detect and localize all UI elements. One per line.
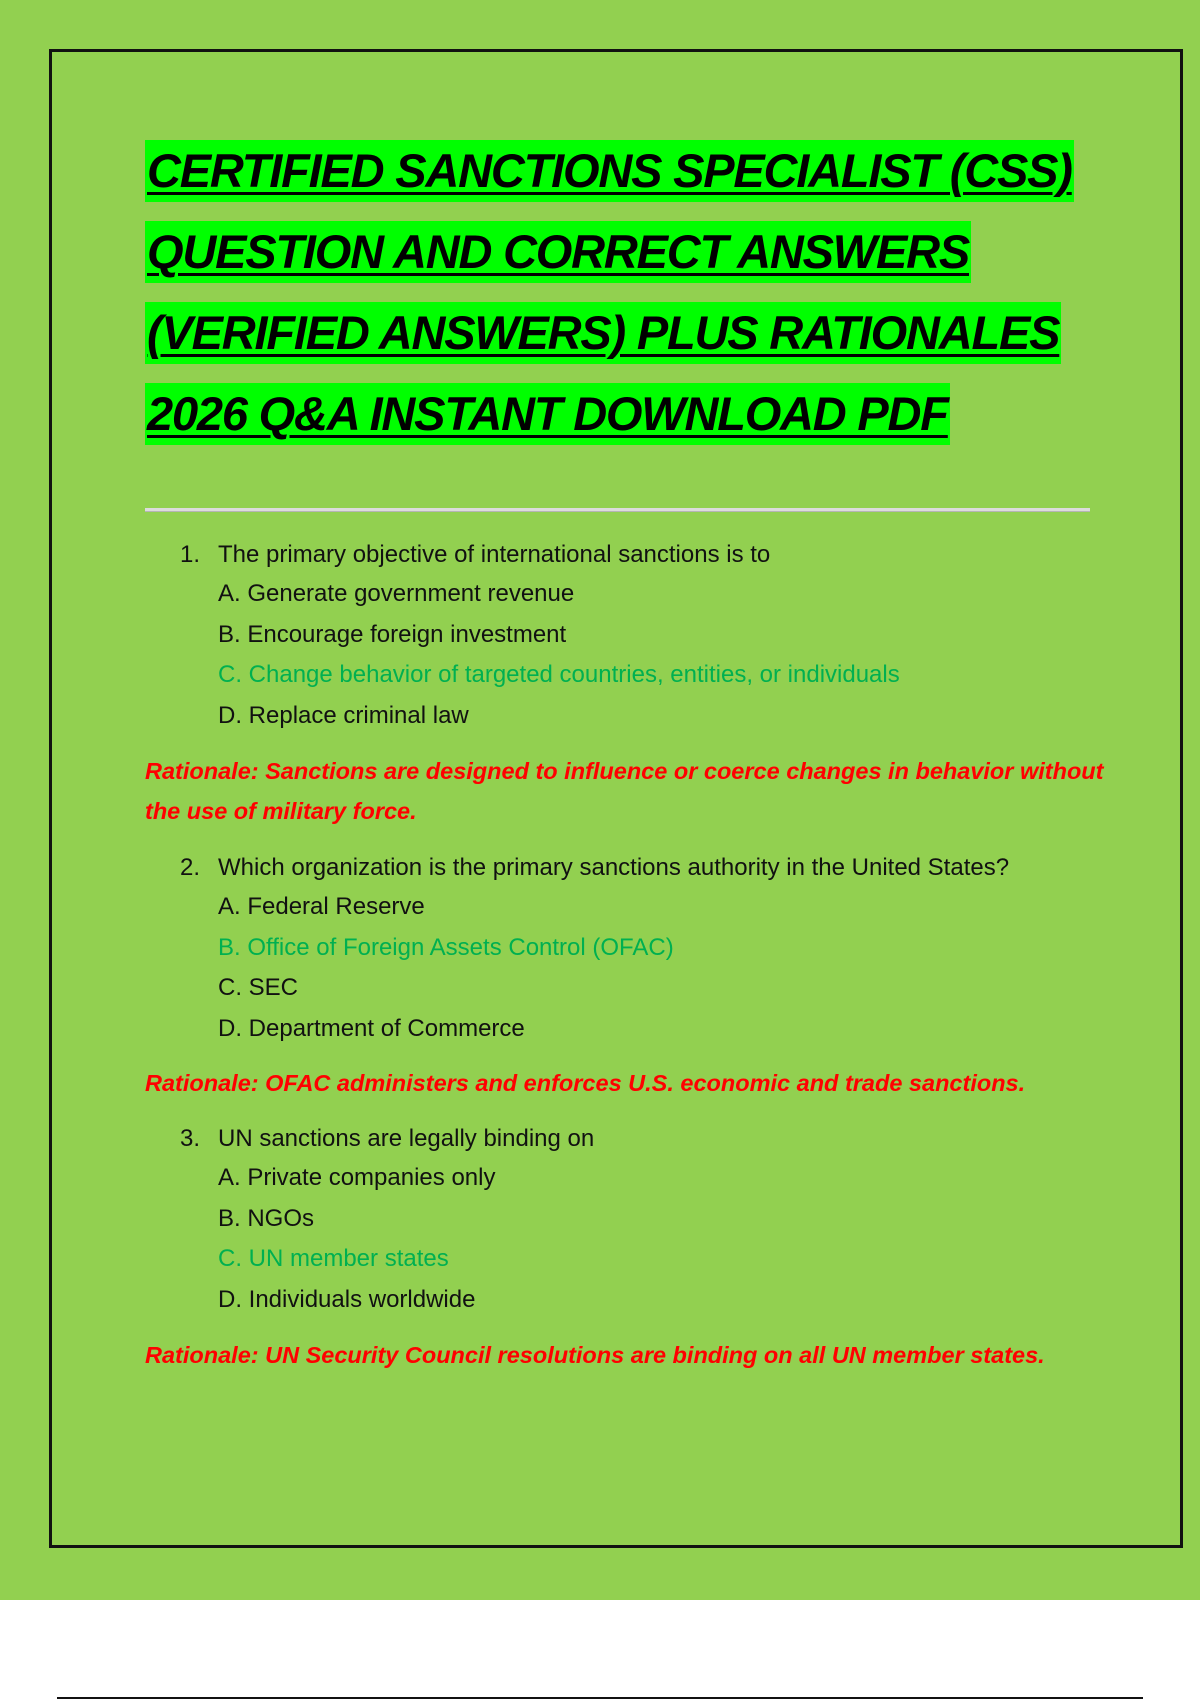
answer-option-b-correct: B. Office of Foreign Assets Control (OFAC) [218, 933, 674, 961]
question-stem [180, 849, 1100, 887]
title-line-2: QUESTION AND CORRECT ANSWERS [145, 221, 971, 283]
answer-option-c-correct: C. UN member states [218, 1245, 449, 1272]
answer-option-d: D. Replace criminal law [218, 701, 469, 729]
title-line-1: CERTIFIED SANCTIONS SPECIALIST (CSS) [145, 140, 1074, 202]
answer-options [218, 887, 1100, 1049]
answer-option-b: B. Encourage foreign investment [218, 620, 567, 648]
answer-option-b: B. NGOs [218, 1204, 315, 1232]
horizontal-divider [145, 508, 1090, 512]
question-3 [180, 1120, 1100, 1320]
footer-rule [57, 1697, 1143, 1699]
question-text: Which organization is the primary sanctions authority in the United States? [218, 854, 1010, 881]
answer-option-d: D. Individuals worldwide [218, 1285, 476, 1313]
question-text: The primary objective of international sanctions is to [218, 541, 771, 568]
question-stem [180, 536, 1100, 574]
answer-option-a: A. Generate government revenue [218, 580, 575, 607]
question-stem [180, 1120, 1100, 1158]
answer-option-d: D. Department of Commerce [218, 1014, 525, 1042]
question-1 [180, 536, 1100, 736]
rationale-1: Rationale: Sanctions are designed to influence or coerce changes in behavior without the use of military force. [145, 758, 1104, 824]
question-text: UN sanctions are legally binding on [218, 1125, 595, 1152]
question-2 [180, 849, 1100, 1049]
answer-options [218, 574, 1100, 736]
document-title [145, 140, 1085, 464]
answer-options [218, 1158, 1100, 1320]
question-number: 1. [180, 541, 201, 568]
answer-option-c: C. SEC [218, 974, 299, 1001]
question-number: 2. [180, 854, 201, 881]
rationale-3: Rationale: UN Security Council resolutions are binding on all UN member states. [145, 1342, 1045, 1368]
answer-option-a: A. Private companies only [218, 1164, 496, 1191]
answer-option-a: A. Federal Reserve [218, 893, 425, 920]
question-number: 3. [180, 1125, 201, 1152]
title-line-3: (VERIFIED ANSWERS) PLUS RATIONALES [145, 302, 1061, 364]
rationale-2: Rationale: OFAC administers and enforces U.S. economic and trade sanctions. [145, 1070, 1026, 1096]
answer-option-c-correct: C. Change behavior of targeted countries, entities, or individuals [218, 661, 900, 688]
title-line-4: 2026 Q&A INSTANT DOWNLOAD PDF [145, 383, 950, 445]
